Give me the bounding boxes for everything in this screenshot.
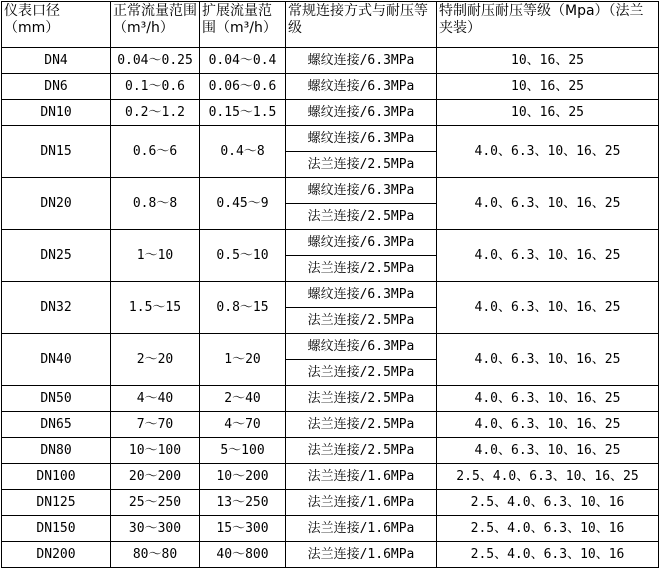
cell-special-pressure: 4.0、6.3、10、16、25: [437, 126, 659, 178]
cell-caliber: DN80: [2, 438, 111, 464]
cell-normal-flow: 7～70: [111, 412, 200, 438]
cell-caliber: DN65: [2, 412, 111, 438]
table-row: [2, 100, 659, 126]
table-row: [2, 48, 659, 74]
cell-caliber: DN50: [2, 386, 111, 412]
cell-special-pressure: 4.0、6.3、10、16、25: [437, 334, 659, 386]
cell-connection: 法兰连接/1.6MPa: [286, 464, 437, 490]
cell-caliber: DN6: [2, 74, 111, 100]
table-row: [2, 464, 659, 490]
cell-caliber: DN200: [2, 542, 111, 568]
flow-spec-table: [1, 1, 659, 568]
header-normal-flow: 正常流量范围（m³/h）: [111, 2, 200, 48]
cell-extended-flow: 13～250: [200, 490, 286, 516]
cell-caliber: DN40: [2, 334, 111, 386]
cell-caliber: DN10: [2, 100, 111, 126]
cell-connection: 螺纹连接/6.3MPa: [286, 282, 437, 308]
cell-normal-flow: 0.8～8: [111, 178, 200, 230]
cell-connection: 法兰连接/2.5MPa: [286, 412, 437, 438]
table-row: [2, 74, 659, 100]
cell-normal-flow: 25～250: [111, 490, 200, 516]
cell-connection: 法兰连接/1.6MPa: [286, 516, 437, 542]
cell-normal-flow: 10～100: [111, 438, 200, 464]
cell-connection: 法兰连接/2.5MPa: [286, 256, 437, 282]
cell-connection: 螺纹连接/6.3MPa: [286, 48, 437, 74]
cell-extended-flow: 4～70: [200, 412, 286, 438]
cell-caliber: DN4: [2, 48, 111, 74]
header-connection: 常规连接方式与耐压等级: [286, 2, 437, 48]
cell-normal-flow: 0.6～6: [111, 126, 200, 178]
cell-extended-flow: 0.8～15: [200, 282, 286, 334]
cell-special-pressure: 2.5、4.0、6.3、10、16: [437, 490, 659, 516]
header-special-pressure: 特制耐压耐压等级（Mpa）（法兰夹装）: [437, 2, 659, 48]
cell-connection: 法兰连接/2.5MPa: [286, 386, 437, 412]
cell-caliber: DN150: [2, 516, 111, 542]
header-row: [2, 2, 659, 48]
cell-extended-flow: 2～40: [200, 386, 286, 412]
cell-extended-flow: 0.15～1.5: [200, 100, 286, 126]
cell-extended-flow: 1～20: [200, 334, 286, 386]
cell-extended-flow: 0.5～10: [200, 230, 286, 282]
cell-extended-flow: 40～800: [200, 542, 286, 568]
cell-special-pressure: 2.5、4.0、6.3、10、16: [437, 542, 659, 568]
cell-connection: 螺纹连接/6.3MPa: [286, 178, 437, 204]
cell-normal-flow: 1～10: [111, 230, 200, 282]
table-row: [2, 516, 659, 542]
cell-normal-flow: 0.2～1.2: [111, 100, 200, 126]
cell-normal-flow: 80～80: [111, 542, 200, 568]
table-body: [2, 48, 659, 568]
cell-special-pressure: 4.0、6.3、10、16、25: [437, 230, 659, 282]
cell-extended-flow: 15～300: [200, 516, 286, 542]
cell-special-pressure: 4.0、6.3、10、16、25: [437, 438, 659, 464]
table-row: [2, 230, 659, 256]
header-caliber: 仪表口径（mm）: [2, 2, 111, 48]
cell-connection: 法兰连接/2.5MPa: [286, 152, 437, 178]
cell-caliber: DN100: [2, 464, 111, 490]
cell-caliber: DN20: [2, 178, 111, 230]
cell-special-pressure: 10、16、25: [437, 100, 659, 126]
cell-connection: 螺纹连接/6.3MPa: [286, 74, 437, 100]
cell-special-pressure: 10、16、25: [437, 48, 659, 74]
cell-caliber: DN125: [2, 490, 111, 516]
cell-special-pressure: 2.5、4.0、6.3、10、16: [437, 516, 659, 542]
cell-extended-flow: 0.4～8: [200, 126, 286, 178]
cell-connection: 法兰连接/2.5MPa: [286, 438, 437, 464]
cell-normal-flow: 4～40: [111, 386, 200, 412]
cell-connection: 法兰连接/1.6MPa: [286, 490, 437, 516]
table-row: [2, 282, 659, 308]
cell-connection: 螺纹连接/6.3MPa: [286, 126, 437, 152]
cell-extended-flow: 0.06～0.6: [200, 74, 286, 100]
cell-connection: 螺纹连接/6.3MPa: [286, 230, 437, 256]
cell-connection: 法兰连接/2.5MPa: [286, 308, 437, 334]
table-row: [2, 386, 659, 412]
cell-special-pressure: 10、16、25: [437, 74, 659, 100]
cell-special-pressure: 4.0、6.3、10、16、25: [437, 412, 659, 438]
cell-special-pressure: 4.0、6.3、10、16、25: [437, 386, 659, 412]
table-row: [2, 334, 659, 360]
cell-normal-flow: 20～200: [111, 464, 200, 490]
cell-caliber: DN32: [2, 282, 111, 334]
table-row: [2, 178, 659, 204]
cell-extended-flow: 0.04～0.4: [200, 48, 286, 74]
cell-extended-flow: 0.45～9: [200, 178, 286, 230]
cell-caliber: DN25: [2, 230, 111, 282]
cell-normal-flow: 2～20: [111, 334, 200, 386]
cell-special-pressure: 4.0、6.3、10、16、25: [437, 178, 659, 230]
cell-connection: 螺纹连接/6.3MPa: [286, 100, 437, 126]
cell-connection: 法兰连接/2.5MPa: [286, 204, 437, 230]
cell-caliber: DN15: [2, 126, 111, 178]
cell-normal-flow: 0.1～0.6: [111, 74, 200, 100]
table-row: [2, 438, 659, 464]
cell-normal-flow: 0.04～0.25: [111, 48, 200, 74]
cell-extended-flow: 10～200: [200, 464, 286, 490]
table-row: [2, 490, 659, 516]
table-row: [2, 126, 659, 152]
table-row: [2, 412, 659, 438]
cell-special-pressure: 2.5、4.0、6.3、10、16、25: [437, 464, 659, 490]
cell-normal-flow: 30～300: [111, 516, 200, 542]
cell-connection: 螺纹连接/6.3MPa: [286, 334, 437, 360]
cell-extended-flow: 5～100: [200, 438, 286, 464]
cell-special-pressure: 4.0、6.3、10、16、25: [437, 282, 659, 334]
cell-connection: 法兰连接/1.6MPa: [286, 542, 437, 568]
cell-normal-flow: 1.5～15: [111, 282, 200, 334]
header-extended-flow: 扩展流量范围（m³/h）: [200, 2, 286, 48]
cell-connection: 法兰连接/2.5MPa: [286, 360, 437, 386]
